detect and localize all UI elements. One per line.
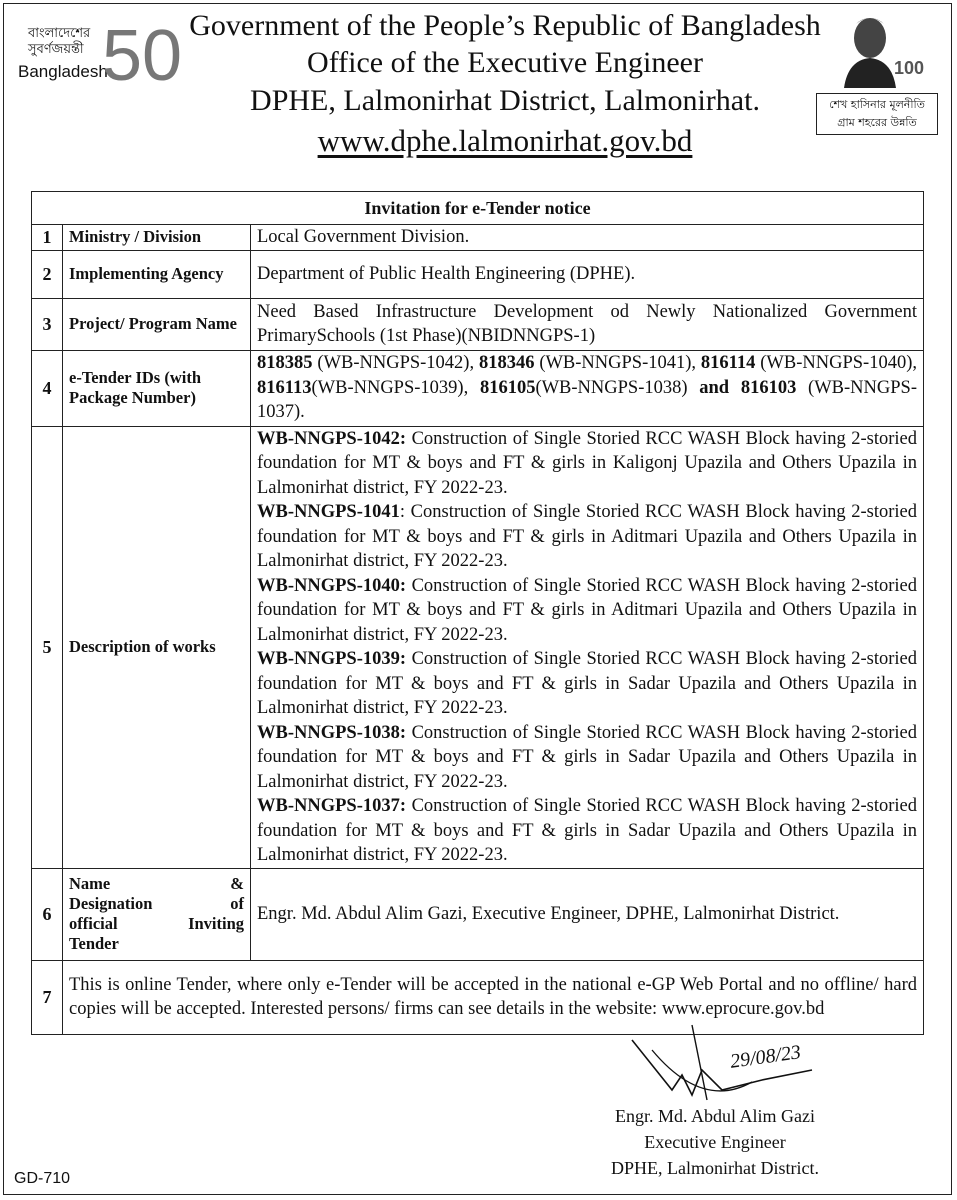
office-address: DPHE, Lalmonirhat District, Lalmonirhat. — [250, 84, 760, 117]
row-label: Ministry / Division — [63, 225, 251, 251]
label-word: Tender — [69, 934, 119, 953]
row-label: Implementing Agency — [63, 250, 251, 298]
row-number: 3 — [32, 298, 63, 350]
mujib-100-logo — [838, 10, 938, 90]
package-number: (WB-NNGPS-1039), — [311, 377, 480, 398]
work-code: WB-NNGPS-1040: — [257, 575, 407, 596]
row-value: Department of Public Health Engineering (DPHE). — [251, 250, 924, 298]
slogan-line1: শেখ হাসিনার মূলনীতি — [829, 98, 925, 111]
bangladesh-50-logo — [16, 16, 183, 106]
office-title: Office of the Executive Engineer — [307, 46, 703, 79]
office-header — [180, 8, 830, 162]
work-code: WB-NNGPS-1039: — [257, 649, 407, 669]
portrait-icon — [838, 10, 898, 88]
table-row — [32, 250, 924, 298]
row-number: 4 — [32, 350, 63, 426]
label-word: Name — [69, 874, 111, 893]
work-item — [257, 794, 917, 868]
work-item — [257, 647, 917, 721]
tender-id: 818346 — [478, 353, 535, 374]
slogan-box — [816, 93, 938, 135]
row-number: 5 — [32, 426, 63, 868]
row-value: Need Based Infrastructure Development od Newly Nationalized Government PrimarySchools (1st Phase)(NBIDNNGPS-1) — [251, 298, 924, 350]
package-number: (WB-NNGPS-1038) — [535, 377, 700, 398]
table-row — [32, 868, 924, 960]
table-row — [32, 426, 924, 868]
table-row — [32, 350, 924, 426]
tender-ids — [251, 350, 924, 426]
notice-title: Invitation for e-Tender notice — [32, 192, 924, 225]
work-text: Construction of Single Storied RCC WASH Block having 2-storied foundation for MT & boys and FT & girls in Sadar Upazila and Others Upazila in Lalmonirhat district, FY 2022-23. — [257, 796, 917, 865]
government-title: Government of the People’s Republic of Bangladesh — [189, 9, 821, 42]
tender-id: 816105 — [479, 377, 536, 398]
logo-bangladesh-text: Bangladesh — [18, 62, 108, 81]
label-word: Designation — [69, 894, 153, 913]
work-item — [257, 427, 917, 501]
work-code: WB-NNGPS-1038: — [257, 722, 407, 743]
row-value: This is online Tender, where only e-Tender will be accepted in the national e-GP Web Portal and no offline/ hard copies will be accepted. Interested persons/ firms can see details in the website: www.eprocure.gov.bd — [63, 960, 924, 1034]
work-text: Construction of Single Storied RCC WASH Block having 2-storied foundation for MT & boys and FT & girls in Sadar Upazila and Others Upazila in Lalmonirhat district, FY 2022-23. — [257, 722, 917, 792]
label-word: official — [69, 914, 118, 933]
office-website-link[interactable]: www.dphe.lalmonirhat.gov.bd — [317, 123, 693, 158]
logo-bangla-line1: বাংলাদেশের — [28, 26, 91, 41]
label-word: & — [230, 874, 244, 893]
row-label — [63, 868, 251, 960]
row-label: e-Tender IDs (with Package Number) — [63, 350, 251, 426]
row-label: Project/ Program Name — [63, 298, 251, 350]
mujib-100-number: 100 — [894, 58, 925, 78]
work-item — [257, 500, 917, 574]
logo-bangla-line2: সুবর্ণজয়ন্তী — [28, 42, 84, 57]
row-number: 2 — [32, 250, 63, 298]
logo-fifty-number: 50 — [102, 16, 183, 96]
work-item — [257, 721, 917, 795]
work-code: WB-NNGPS-1042: — [257, 428, 407, 449]
row-number: 7 — [32, 960, 63, 1034]
package-number: (WB-NNGPS-1040), — [755, 353, 917, 374]
work-code: WB-NNGPS-1041 — [257, 502, 400, 522]
work-text: Construction of Single Storied RCC WASH Block having 2-storied foundation for MT & boys and FT & girls in Sadar Upazila and Others Upazila in Lalmonirhat district, FY 2022-23. — [257, 649, 917, 718]
work-text: Construction of Single Storied RCC WASH Block having 2-storied foundation for MT & boys and FT & girls in Kaligonj Upazila and Others Upazila in Lalmonirhat district, FY 2022-23. — [257, 428, 917, 498]
row-number: 6 — [32, 868, 63, 960]
row-label: Description of works — [63, 426, 251, 868]
signatory-office: DPHE, Lalmonirhat District. — [611, 1158, 819, 1178]
table-row — [32, 225, 924, 251]
signature-scribble — [612, 1020, 842, 1110]
table-row — [32, 298, 924, 350]
tender-id: 816114 — [700, 353, 756, 374]
handwritten-date: 29/08/23 — [728, 1041, 803, 1073]
package-number: (WB-NNGPS-1042), — [312, 353, 479, 374]
document-code: GD-710 — [14, 1170, 71, 1187]
tender-id: 816103 — [740, 377, 797, 398]
label-word: Inviting — [188, 914, 244, 933]
label-word: of — [230, 894, 244, 913]
tender-id: 818385 — [257, 353, 313, 374]
work-text: : Construction of Single Storied RCC WASH Block having 2-storied foundation for MT & boys and FT & girls in Aditmari Upazila and Others Upazila in Lalmonirhat district, FY 2022-23. — [257, 502, 917, 571]
package-number: (WB-NNGPS-1037). — [257, 377, 917, 423]
row-number: 1 — [32, 225, 63, 251]
signatory-name: Engr. Md. Abdul Alim Gazi — [615, 1106, 815, 1126]
work-code: WB-NNGPS-1037: — [257, 796, 407, 816]
signatory-designation: Executive Engineer — [644, 1132, 786, 1152]
slogan-line2: গ্রাম শহরের উন্নতি — [837, 116, 917, 129]
row-value: Engr. Md. Abdul Alim Gazi, Executive Engineer, DPHE, Lalmonirhat District. — [251, 868, 924, 960]
tender-id: 816113 — [257, 377, 312, 398]
package-number: (WB-NNGPS-1041), — [534, 353, 701, 374]
and-word: and — [699, 377, 730, 398]
work-item — [257, 574, 917, 648]
signature-block — [580, 1103, 850, 1181]
work-text: Construction of Single Storied RCC WASH Block having 2-storied foundation for MT & boys and FT & girls in Aditmari Upazila and Others Upazila in Lalmonirhat district, FY 2022-23. — [257, 575, 917, 645]
tender-notice-table — [31, 191, 924, 1035]
works-descriptions — [251, 426, 924, 868]
row-value: Local Government Division. — [251, 225, 924, 251]
